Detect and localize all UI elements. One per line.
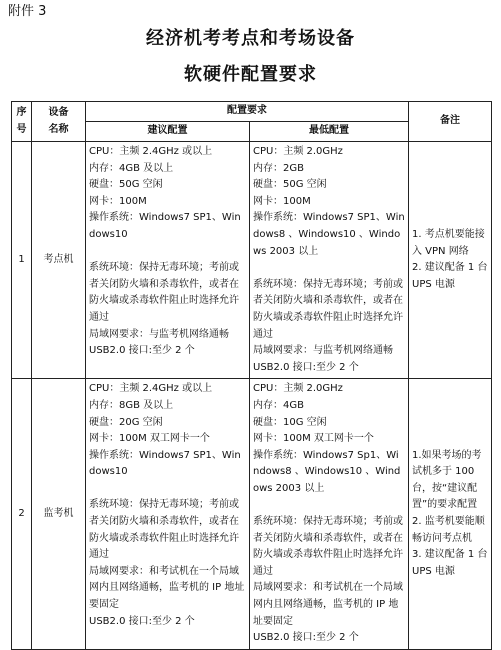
row-device: 考点机 (32, 142, 86, 379)
attachment-label: 附件 3 (8, 4, 47, 19)
document-title: 经济机考考点和考场设备 (146, 28, 355, 49)
row-notes: 1.如果考场的考试机多于 100 台，按“建议配置”的要求配置 2. 监考机要能顺畅访问考点机 3. 建议配备 1 台 UPS 电源 (409, 379, 492, 650)
recommended-config: CPU：主频 2.4GHz 或以上 内存：8GB 及以上 硬盘：20G 空闲 网卡：100M 双工网卡一个 操作系统：Windows7 SP1、Windows10 系统环境：保持无毒环境；考前或者关闭防火墙和杀毒软件，或者在防火墙或杀毒软件阻止时选择允许通过 局域网要求：和考试机在一个局域网内且网络通畅，监考机的 IP 地址要固定 USB2.0 接口:至少 2 个 (86, 379, 250, 650)
header-minimum: 最低配置 (250, 122, 409, 142)
table-row (12, 379, 492, 650)
row-notes: 1. 考点机要能接入 VPN 网络 2. 建议配备 1 台 UPS 电源 (409, 142, 492, 379)
minimum-config: CPU：主频 2.0GHz 内存：4GB 硬盘：10G 空闲 网卡：100M 双工网卡一个 操作系统：Windows7 Sp1、Windows8 、Windows10 、Windows 2003 以上 系统环境：保持无毒环境；考前或者关闭防火墙和杀毒软件，或者在防火墙或杀毒软件阻止时选择允许通过 局域网要求：和考试机在一个局域网内且网络通畅，监考机的 IP 地址要固定 USB2.0 接口:至少 2 个 (250, 379, 409, 650)
row-index: 1 (12, 142, 32, 379)
recommended-config: CPU：主频 2.4GHz 或以上 内存：4GB 及以上 硬盘：50G 空闲 网卡：100M 操作系统：Windows7 SP1、Windows10 系统环境：保持无毒环境；考前或者关闭防火墙和杀毒软件，或者在防火墙或杀毒软件阻止时选择允许通过 局域网要求：与监考机网络通畅 USB2.0 接口:至少 2 个 (86, 142, 250, 379)
header-notes: 备注 (409, 102, 492, 142)
row-device: 监考机 (32, 379, 86, 650)
table-row (12, 142, 492, 379)
minimum-config: CPU：主频 2.0GHz 内存：2GB 硬盘：50G 空闲 网卡：100M 操作系统：Windows7 SP1、Windows8 、Windows10 、Windows 2003 以上 系统环境：保持无毒环境；考前或者关闭防火墙和杀毒软件，或者在防火墙或杀毒软件阻止时选择允许通过 局域网要求：与监考机网络通畅 USB2.0 接口:至少 2 个 (250, 142, 409, 379)
header-index: 序 号 (12, 102, 32, 142)
header-recommended: 建议配置 (86, 122, 250, 142)
header-device: 设备 名称 (32, 102, 86, 142)
row-index: 2 (12, 379, 32, 650)
config-table (11, 101, 492, 650)
document-subtitle: 软硬件配置要求 (184, 64, 317, 85)
header-config: 配置要求 (86, 102, 409, 122)
